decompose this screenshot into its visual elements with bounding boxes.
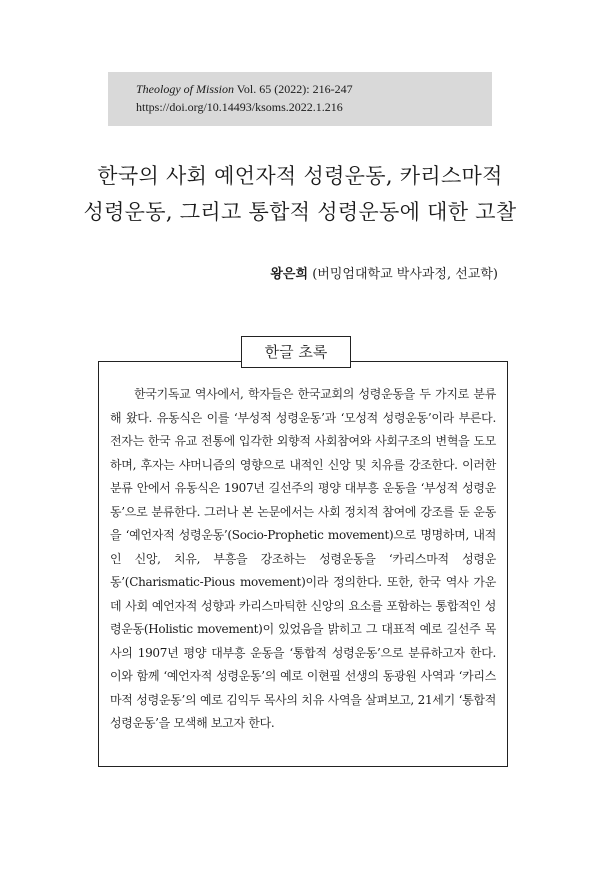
- paper-title-line-1: 한국의 사회 예언자적 성령운동, 카리스마적: [97, 164, 503, 188]
- journal-header: [108, 72, 492, 126]
- abstract-text: 한국기독교 역사에서, 학자들은 한국교회의 성령운동을 두 가지로 분류해 왔다. 유동식은 이를 ‘부성적 성령운동’과 ‘모성적 성령운동’이라 부른다. 전자는 한국 유교 전통에 입각한 외향적 사회참여와 사회구조의 변혁을 도모하며, 후자는 샤머니즘의 영향으로 내적인 신앙 및 치유를 강조한다. 이러한 분류 안에서 유동식은 1907년 길선주의 평양 대부흥 운동을 ‘부성적 성령운동’으로 분류한다. 그러나 본 논문에서는 사회 정치적 참여에 강조를 둔 운동을 ‘예언자적 성령운동’(Socio-Prophetic movement)으로 명명하며, 내적인 신앙, 치유, 부흥을 강조하는 성령운동을 ‘카리스마적 성령운동’(Charismatic-Pious movement)이라 정의한다. 또한, 한국 역사 가운데 사회 예언자적 성향과 카리스마틱한 신앙의 요소를 포함하는 통합적인 성령운동(Holistic movement)이 있었음을 밝히고 그 대표적 예로 길선주 목사의 1907년 평양 대부흥 운동을 ‘통합적 성령운동’으로 분류하고자 한다. 이와 함께 ‘예언자적 성령운동’의 예로 이현필 선생의 동광원 사역과 ‘카리스마적 성령운동’의 예로 김익두 목사의 치유 사역을 살펴보고, 21세기 ‘통합적 성령운동’을 모색해 보고자 한다.: [110, 387, 496, 730]
- journal-name: Theology of Mission: [136, 82, 234, 96]
- doi-link[interactable]: https://doi.org/10.14493/ksoms.2022.1.216: [136, 100, 343, 114]
- abstract-label: 한글 초록: [241, 336, 351, 368]
- author-name: 왕은희: [270, 267, 309, 282]
- volume-pages: Vol. 65 (2022): 216-247: [236, 82, 353, 96]
- journal-citation: [136, 82, 353, 97]
- author-affiliation: (버밍엄대학교 박사과정, 선교학): [312, 267, 498, 282]
- paper-title-line-2: 성령운동, 그리고 통합적 성령운동에 대한 고찰: [83, 200, 517, 224]
- author-line: [270, 263, 498, 282]
